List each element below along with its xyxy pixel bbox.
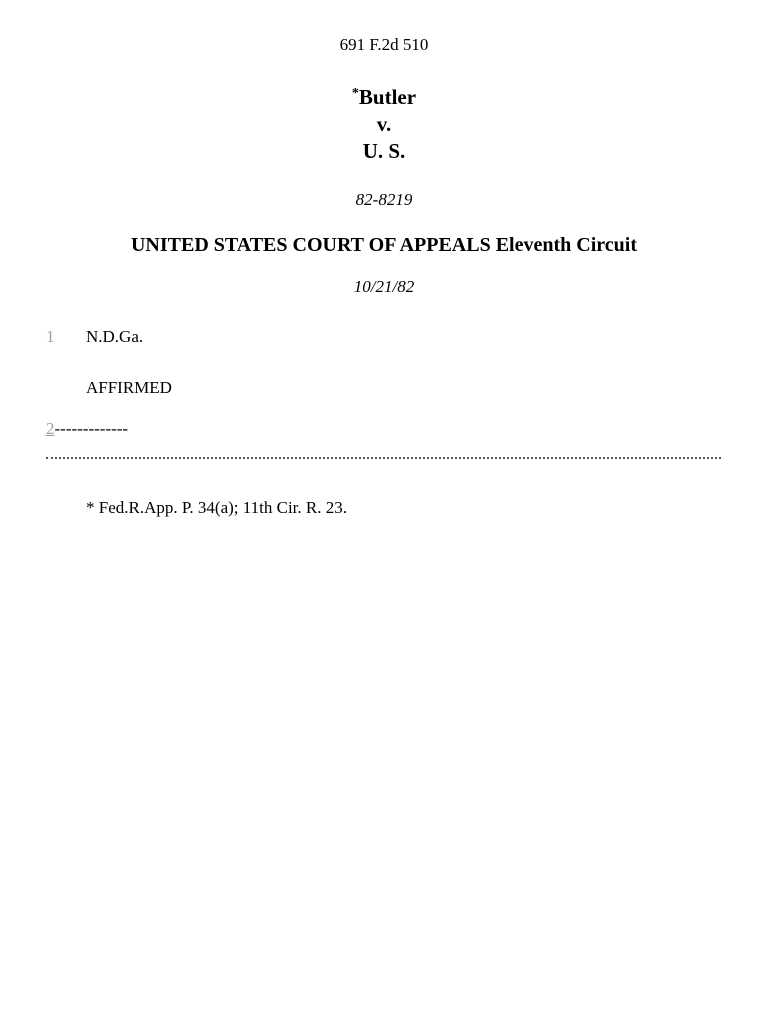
paragraph-text: AFFIRMED xyxy=(86,378,172,397)
decision-date: 10/21/82 xyxy=(353,277,415,296)
footnote-marker xyxy=(46,419,128,439)
case-title-party-1 xyxy=(0,84,768,111)
footnote-text: * Fed.R.App. P. 34(a); 11th Cir. R. 23. xyxy=(86,498,347,517)
paragraph-text: N.D.Ga. xyxy=(86,327,144,346)
paragraph-number: 1 xyxy=(46,327,55,346)
footnote-separator xyxy=(46,457,721,459)
case-title-versus: v. xyxy=(376,112,392,136)
party-1-name: Butler xyxy=(358,85,417,109)
citation: 691 F.2d 510 xyxy=(339,35,429,54)
docket-number: 82-8219 xyxy=(355,190,413,209)
footnote-marker-number[interactable]: 2 xyxy=(46,419,55,438)
footnote-marker-dashes: ------------- xyxy=(54,419,129,438)
title-asterisk: * xyxy=(351,86,359,101)
court-name: UNITED STATES COURT OF APPEALS Eleventh Circuit xyxy=(130,234,638,256)
case-title-party-2: U. S. xyxy=(362,139,406,163)
case-title xyxy=(0,84,768,165)
